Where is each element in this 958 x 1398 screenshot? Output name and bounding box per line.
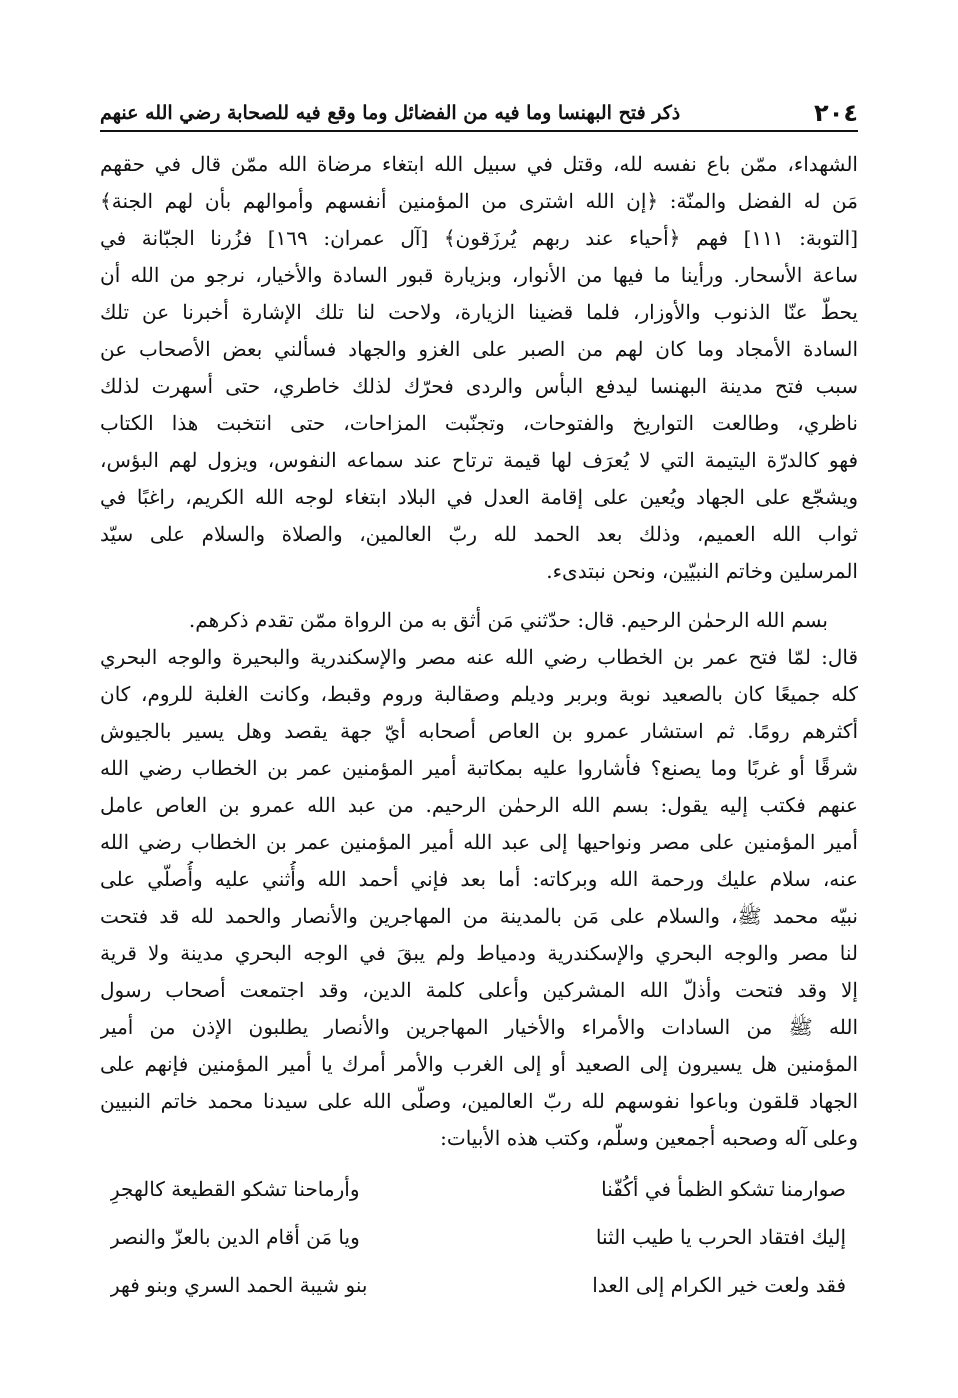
text-line: نبيّه محمد ﷺ، والسلام على مَن بالمدينة من المهاجرين والأنصار والحمد لله قد فتحت [100,904,858,928]
text-line: المرسلين وخاتم النبيّين، ونحن نبتدىء. [546,559,858,583]
text-line: عنه، سلام عليك ورحمة الله وبركاته: أما بعد فإني أحمد الله وأُثني عليه وأُصلّي على [100,867,858,891]
text-line: ناظري، وطالعت التواريخ والفتوحات، وتجنّبت المزاحات، حتى انتخبت هذا الكتاب [100,411,858,435]
text-line: سبب فتح مدينة البهنسا ليدفع البأس والردى فحرّك لذلك خاطري، حتى أسهرت لذلك [100,374,858,398]
text-line: لنا مصر والوجه البحري والإسكندرية ودمياط ولم يبقَ في الوجه البحري مدينة ولا قرية [100,941,858,965]
text-line: يحطّ عنّا الذنوب والأوزار، فلما قضينا الزيارة، ولاحت لنا تلك الإشارة أخبرنا عن تلك [100,300,858,324]
text-line: السادة الأمجاد وما كان لهم من الصبر على الغزو والجهاد فسألني بعض الأصحاب عن [100,337,858,361]
verse-second-hemistich: وأرماحنا تشكو القطيعة كالهجرِ [110,1177,360,1201]
poem-verses [100,1165,858,1309]
text-line: المؤمنين هل يسيرون إلى الصعيد أو إلى الغرب والأمر أمرك يا أمير المؤمنين فإنهم على [100,1052,858,1076]
text-line: شرقًا أو غربًا وما يصنع؟ فأشاروا عليه بمكاتبة أمير المؤمنين عمر بن الخطاب رضي الله [100,756,858,780]
verse-second-hemistich: ويا مَن أقام الدين بالعزّ والنصر [110,1225,360,1249]
text-line: ساعة الأسحار. ورأينا ما فيها من الأنوار، وبزيارة قبور السادة والأخيار، نرجو من الله أن [100,263,858,287]
paragraph-narration [100,602,858,1157]
verse-row [100,1165,858,1213]
running-title: ذكر فتح البهنسا وما فيه من الفضائل وما وقع فيه للصحابة رضي الله عنهم [100,102,681,124]
verse-row [100,1213,858,1261]
text-line: ويشجّع على الجهاد ويُعين على إقامة العدل في البلاد ابتغاء لوجه الله الكريم، راغبًا في [100,485,858,509]
text-line: [التوبة: ١١١] فهم ﴿أحياء عند ربهم يُرزَقون﴾ [آل عمران: ١٦٩] فزُرنا الجبّانة في [100,226,858,250]
text-line: قال: لمّا فتح عمر بن الخطاب رضي الله عنه مصر والإسكندرية والبحيرة والوجه البحري [100,645,858,669]
text-line: الله ﷺ من السادات والأمراء والأخيار المهاجرين والأنصار يطلبون الإذن من أمير [100,1015,858,1039]
verse-first-hemistich: صوارمنا تشكو الظمأ في أكُفّنا [601,1177,846,1201]
paragraph-intro [100,146,858,590]
verse-first-hemistich: إليك افتقاد الحرب يا طيب الثنا [595,1225,846,1249]
text-line: أمير المؤمنين على مصر ونواحيها إلى عبد الله أمير المؤمنين عمر بن الخطاب رضي الله [100,830,858,854]
text-line: الجهاد قلقون وباعوا نفوسهم لله ربّ العالمين، وصلّى الله على سيدنا محمد خاتم النبيين [100,1089,858,1113]
verse-second-hemistich: بنو شيبة الحمد السري وبنو فهر [110,1273,368,1297]
text-line: إلا وقد فتحت وأذلّ الله المشركين وأعلى كلمة الدين، وقد اجتمعت أصحاب رسول [100,978,858,1002]
text-line: بسم الله الرحمٰن الرحيم. قال: حدّثني مَن أثق به من الرواة ممّن تقدم ذكرهم. [188,608,828,632]
text-line: ثواب الله العميم، وذلك بعد الحمد لله ربّ العالمين، والصلاة والسلام على سيّد [100,522,858,546]
verse-row [100,1261,858,1309]
paragraph-gap [100,590,858,602]
text-line: فهو كالدرّة اليتيمة التي لا يُعرَف لها قيمة ترتاح عند سماعه النفوس، ويزول لهم البؤس، [100,448,858,472]
text-line: كله جميعًا كان بالصعيد نوبة وبربر وديلم وصقالبة وروم وقبط، وكانت الغلبة للروم، كان [100,682,858,706]
text-line: الشهداء، ممّن باع نفسه لله، وقتل في سبيل الله ابتغاء مرضاة الله ممّن قال في حقهم [100,152,858,176]
page-number: ٢٠٤ [814,99,858,127]
text-line: أكثرهم رومًا. ثم استشار عمرو بن العاص أصحابه أيّ جهة يقصد وهل يسير بالجيوش [100,719,858,743]
text-line: مَن له الفضل والمنّة: ﴿إن الله اشترى من المؤمنين أنفسهم وأموالهم بأن لهم الجنة﴾ [100,189,858,213]
page-body [100,146,858,1309]
text-line: عنهم فكتب إليه يقول: بسم الله الرحمٰن الرحيم. من عبد الله عمرو بن العاص عامل [100,793,858,817]
verse-first-hemistich: فقد ولعت خير الكرام إلى العدا [592,1273,846,1297]
page-header [100,96,858,132]
text-line: وعلى آله وصحبه أجمعين وسلّم، وكتب هذه الأبيات: [440,1126,858,1150]
